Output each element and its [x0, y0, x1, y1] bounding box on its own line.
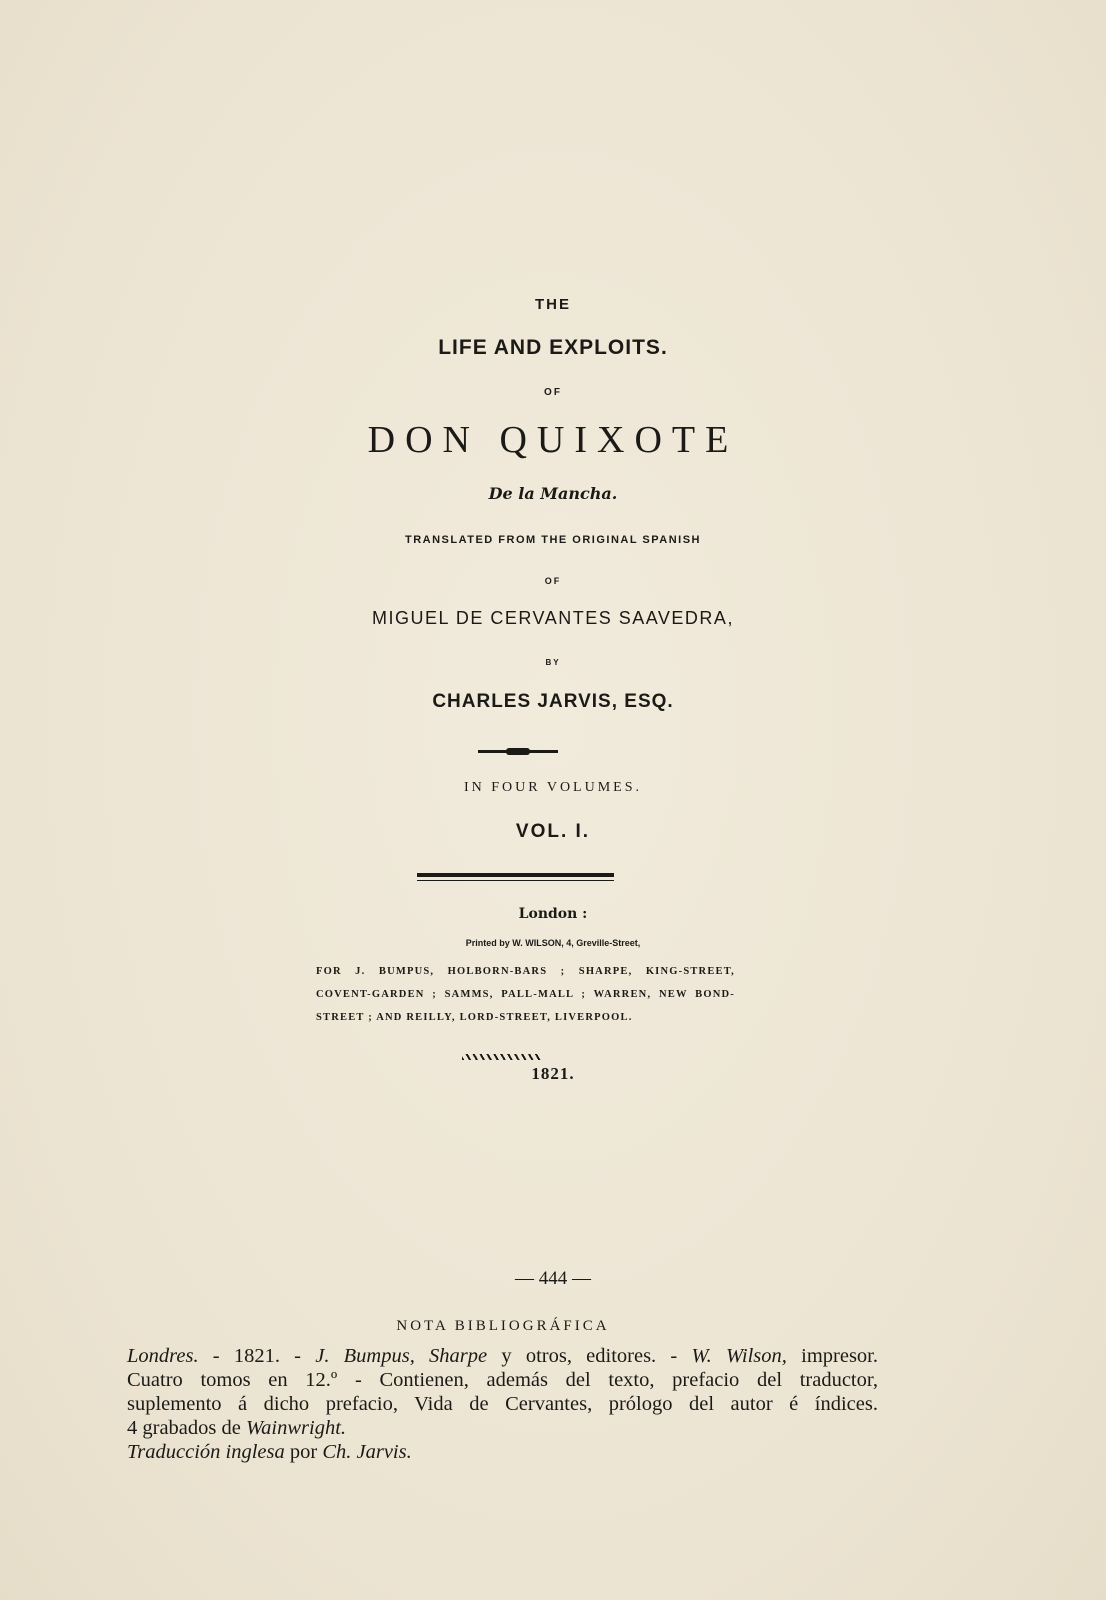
nota-city: Londres.: [127, 1345, 199, 1367]
nota-line-5: [127, 1440, 878, 1464]
nota-year: - 1821. -: [198, 1345, 316, 1367]
title-author: MIGUEL DE CERVANTES SAAVEDRA,: [372, 608, 734, 628]
title-de-la-mancha: De la Mancha.: [488, 484, 618, 503]
nota-publishers: J. Bumpus, Sharpe: [315, 1345, 488, 1367]
nota-impresor: impresor.: [786, 1345, 879, 1367]
title-vol: VOL. I.: [515, 821, 591, 842]
nota-line-1: [127, 1344, 878, 1368]
title-life-and-exploits: LIFE AND EXPLOITS.: [438, 336, 668, 359]
title-volumes: IN FOUR VOLUMES.: [463, 780, 643, 795]
nota-grabados: 4 grabados de: [127, 1417, 246, 1439]
double-rule-thin: [417, 880, 614, 881]
title-of-2: OF: [544, 576, 562, 586]
nota-line-3: suplemento á dicho prefacio, Vida de Cervantes, prólogo del autor é índices.: [127, 1393, 878, 1415]
nota-line-4: [127, 1416, 878, 1440]
ornament-wavy: [462, 1054, 542, 1060]
nota-line-2: Cuatro tomos en 12.º - Contienen, además del texto, prefacio del traductor,: [127, 1369, 878, 1391]
title-the: THE: [535, 296, 571, 313]
nota-por: por: [284, 1441, 323, 1463]
imprint-booksellers: FOR J. BUMPUS, HOLBORN-BARS ; SHARPE, KING-STREET, COVENT-GARDEN ; SAMMS, PALL-MALL ; WARREN, NEW BOND-STREET ; AND REILLY, LORD-STREET, LIVERPOOL.: [316, 966, 735, 1023]
title-of-1: OF: [544, 387, 562, 398]
nota-body: [127, 1344, 878, 1464]
imprint-year: 1821.: [531, 1064, 575, 1083]
imprint-london: London :: [518, 906, 588, 922]
title-don-quixote: DON QUIXOTE: [367, 419, 739, 461]
double-rule-thick: [417, 873, 614, 877]
title-translated: TRANSLATED FROM THE ORIGINAL SPANISH: [405, 534, 701, 546]
nota-heading: NOTA BIBLIOGRÁFICA: [396, 1318, 610, 1334]
nota-engraver: Wainwright.: [245, 1417, 347, 1439]
ornament-rule: [478, 750, 558, 753]
nota-printer: W. Wilson,: [691, 1345, 787, 1367]
nota-translator: Ch. Jarvis.: [322, 1441, 412, 1463]
nota-editors: y otros, editores. -: [487, 1345, 692, 1367]
title-translator: CHARLES JARVIS, ESQ.: [432, 691, 674, 712]
title-by: BY: [545, 658, 561, 667]
page-number: — 444 —: [515, 1268, 591, 1289]
nota-traduccion: Traducción inglesa: [127, 1441, 285, 1463]
imprint-printer: Printed by W. WILSON, 4, Greville-Street,: [465, 938, 641, 948]
